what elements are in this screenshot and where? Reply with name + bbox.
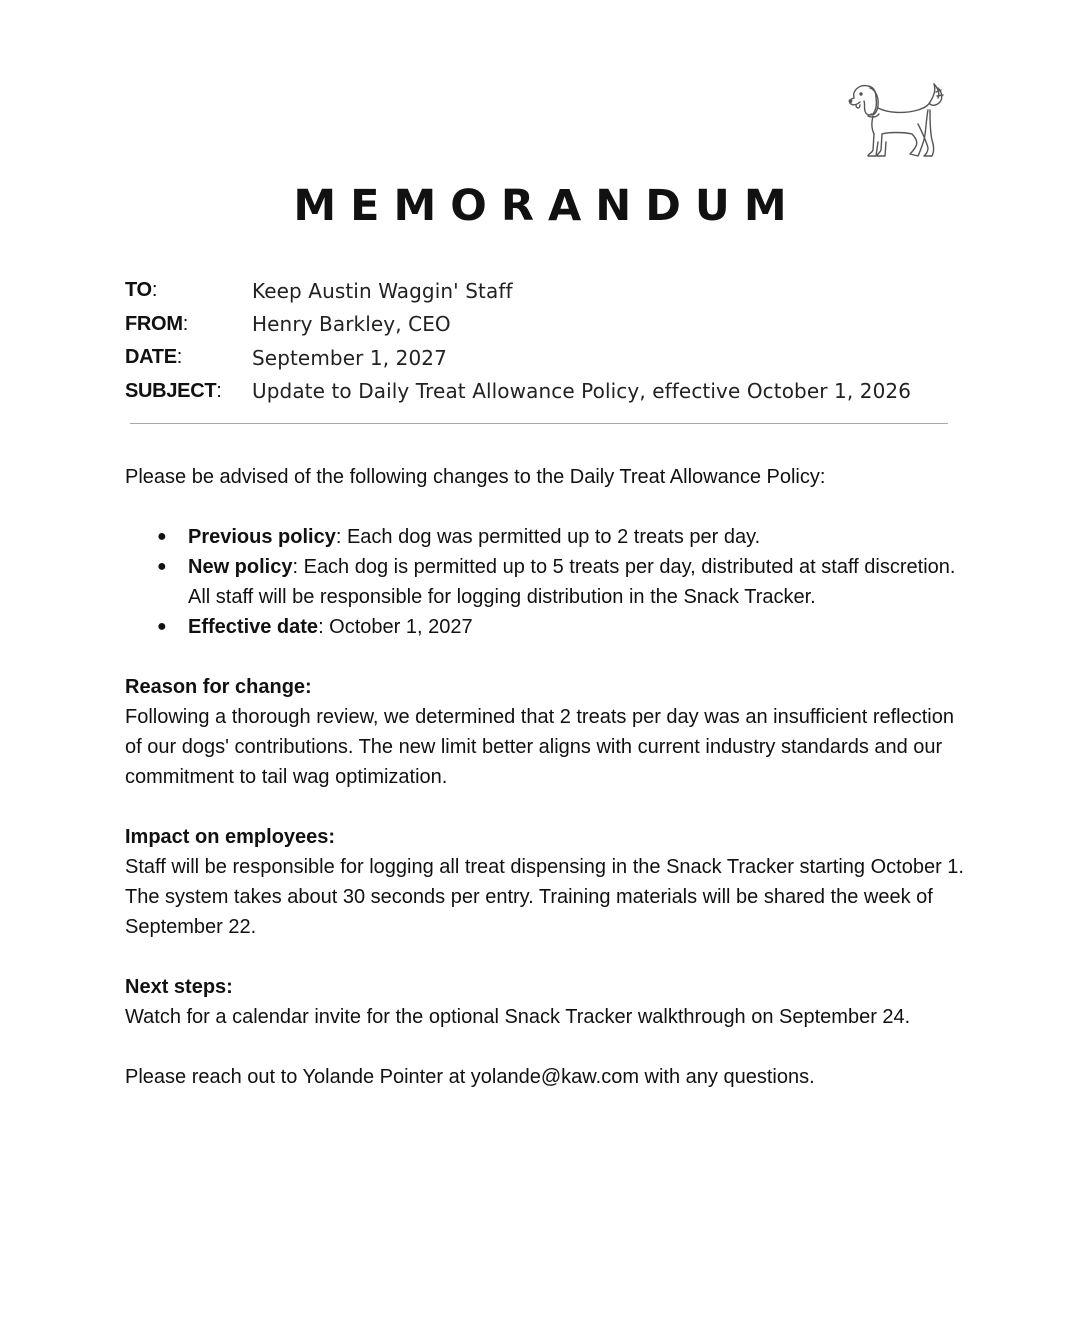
from-value: Henry Barkley, CEO [252, 312, 451, 337]
memo-title: MEMORANDUM [293, 181, 801, 231]
bullet-icon: ● [157, 618, 167, 635]
date-row: DATE: September 1, 2027 [125, 345, 447, 370]
bullet-label: Previous policy [188, 526, 336, 548]
next-steps-section [125, 972, 965, 1032]
list-item [125, 612, 965, 642]
section-heading: Impact on employees: [125, 826, 336, 848]
to-value: Keep Austin Waggin' Staff [252, 278, 513, 303]
closing-paragraph: Please reach out to Yolande Pointer at yolande@kaw.com with any questions. [125, 1066, 815, 1088]
list-item [125, 522, 965, 552]
section-text: Staff will be responsible for logging all treat dispensing in the Snack Tracker starting October 1. The system takes about 30 seconds per entry. Training materials will be shared the week of September 22. [125, 856, 964, 938]
section-text: Watch for a calendar invite for the optional Snack Tracker walkthrough on September 24. [125, 1006, 911, 1028]
reason-section [125, 672, 965, 792]
bullet-label: Effective date [188, 616, 319, 638]
subject-value: Update to Daily Treat Allowance Policy, effective October 1, 2026 [252, 379, 912, 404]
policy-bullets [125, 522, 965, 642]
list-item [125, 552, 965, 612]
bullet-text: : October 1, 2027 [318, 616, 473, 638]
intro-paragraph: Please be advised of the following changes to the Daily Treat Allowance Policy: [125, 466, 826, 488]
section-heading: Reason for change: [125, 676, 312, 698]
dog-outline-icon [846, 80, 948, 160]
date-value: September 1, 2027 [252, 345, 447, 370]
subject-row: SUBJECT: Update to Daily Treat Allowance Policy, effective October 1, 2026 [125, 379, 912, 404]
bullet-icon: ● [157, 558, 167, 575]
header-divider [130, 423, 948, 424]
subject-label: SUBJECT [125, 379, 217, 402]
memo-header [125, 274, 955, 408]
to-row: TO: Keep Austin Waggin' Staff [125, 278, 513, 303]
memo-body [125, 462, 965, 1092]
impact-section [125, 822, 965, 942]
bullet-icon: ● [157, 528, 167, 545]
bullet-text: : Each dog is permitted up to 5 treats per day, distributed at staff discretion. All staff will be responsible for logging distribution in the Snack Tracker. [188, 556, 956, 608]
bullet-text: : Each dog was permitted up to 2 treats per day. [335, 526, 761, 548]
from-row: FROM: Henry Barkley, CEO [125, 312, 451, 337]
to-label: TO [125, 279, 152, 302]
section-heading: Next steps: [125, 976, 233, 998]
from-label: FROM [125, 312, 183, 335]
bullet-label: New policy [188, 556, 293, 578]
date-label: DATE [125, 346, 177, 369]
section-text: Following a thorough review, we determined that 2 treats per day was an insufficient reflection of our dogs' contributions. The new limit better aligns with current industry standards and our commitment to tail wag optimization. [125, 706, 954, 788]
